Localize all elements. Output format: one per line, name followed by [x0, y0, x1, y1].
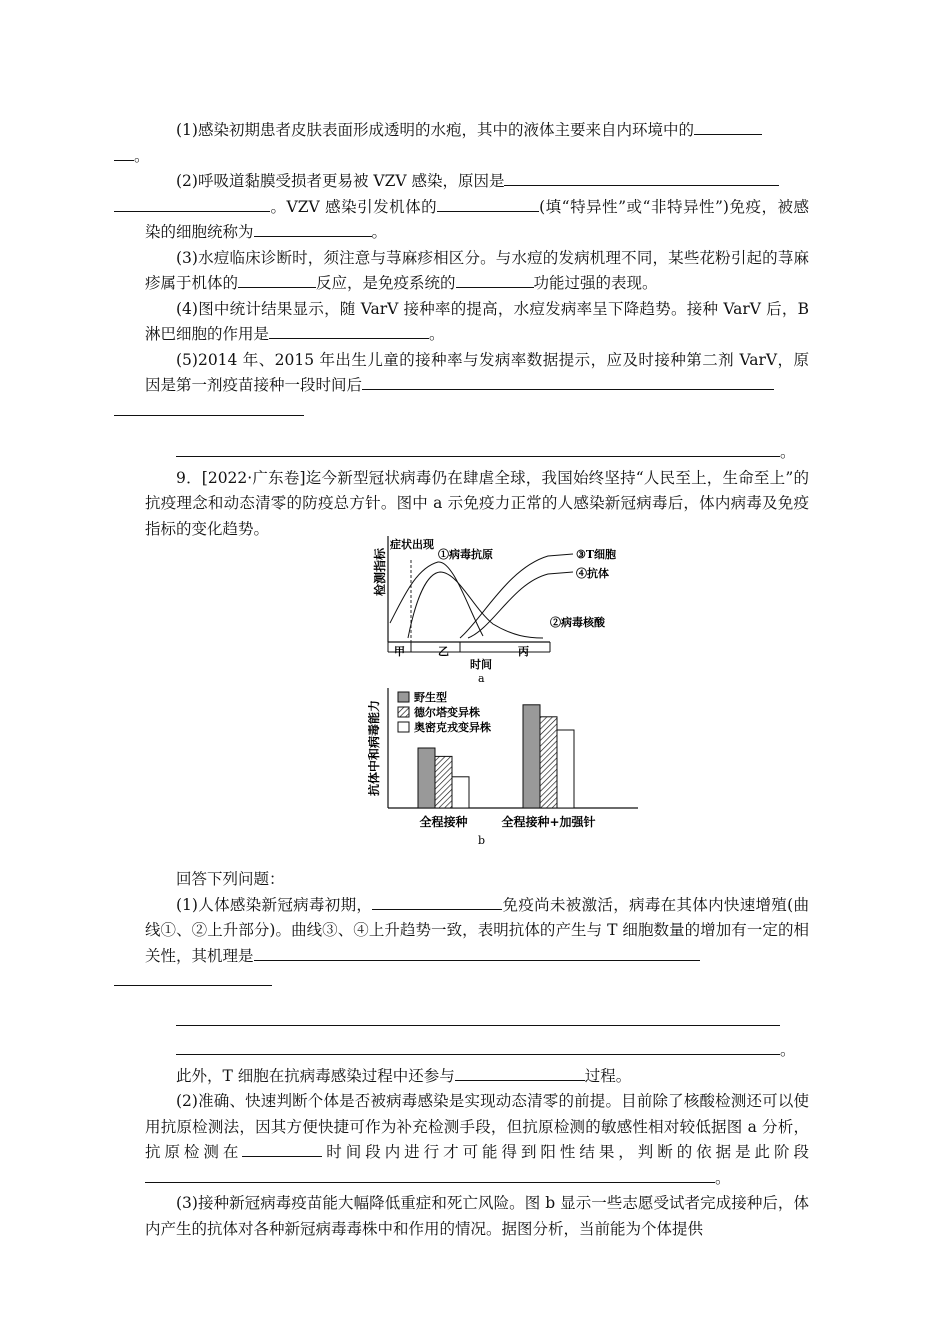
- figure-a-caption: a: [478, 672, 485, 685]
- bar-1-0: [523, 705, 540, 808]
- q8-part1: (1)感染初期患者皮肤表面形成透明的水疱，其中的液体主要来自内环境中的 。: [145, 118, 809, 169]
- answer-blank[interactable]: [176, 1034, 780, 1055]
- legend-swatch: [398, 692, 409, 702]
- curve1-label: ①病毒抗原: [438, 548, 493, 561]
- q9-answer-prompt: 回答下列问题：: [176, 870, 285, 888]
- answer-blank[interactable]: [254, 220, 372, 237]
- q9-part3: (3)接种新冠病毒疫苗能大幅降低重症和死亡风险。图 b 显示一些志愿受试者完成接种后，体内产生的抗体对各种新冠病毒毒株中和作用的情况。据图分析，当前能为个体提供: [145, 1194, 809, 1238]
- bar-1-2: [557, 730, 574, 808]
- answer-blank[interactable]: [362, 373, 774, 390]
- q9-part1-line: [145, 1005, 809, 1035]
- q9-intro: 9．[2022·广东卷]迄今新型冠状病毒仍在肆虐全球，我国始终坚持“人民至上，生命至上”的抗疫理念和动态清零的防疫总方针。图中 a 示免疫力正常的人感染新冠病毒后，体内病毒及免疫指标的变化趋势。: [145, 468, 809, 538]
- q9-part1: (1)人体感染新冠病毒初期， 免疫尚未被激活，病毒在其体内快速增殖(曲线①、②上升部分)。曲线③、④上升趋势一致，表明抗体的产生与 T 细胞数量的增加有一定的相关性，其机理是: [145, 893, 809, 995]
- legend-swatch: [398, 707, 409, 717]
- q8-part3: (3)水痘临床诊断时，须注意与荨麻疹相区分。与水痘的发病机理不同，某些花粉引起的荨麻疹属于机体的 反应，是免疫系统的 功能过强的表现。: [145, 248, 809, 292]
- legend-label: 德尔塔变异株: [414, 706, 480, 719]
- symptom-label: 症状出现: [390, 538, 434, 551]
- legend-swatch: [398, 722, 409, 732]
- answer-blank[interactable]: [269, 322, 429, 339]
- bar-0-0: [418, 748, 435, 808]
- answer-blank[interactable]: [145, 1166, 715, 1183]
- curve-viral-nucleic-acid: [408, 572, 543, 638]
- category-label: 全程接种+加强针: [501, 815, 596, 829]
- bar-0-1: [435, 756, 452, 808]
- figure-a: [368, 528, 628, 686]
- answer-blank[interactable]: [176, 1005, 780, 1026]
- period-jia: 甲: [394, 645, 405, 658]
- chart-caption: b: [478, 834, 486, 847]
- q9-part2: (2)准确、快速判断个体是否被病毒感染是实现动态清零的前提。目前除了核酸检测还可以使用抗原检测法，因其方便快捷可作为补充检测手段，但抗原检测的敏感性相对较低据图 a 分析，抗原检测在 时间段内进行才可能得到阳性结果，判断的依据是此阶段。: [145, 1092, 809, 1187]
- legend-label: 野生型: [414, 691, 447, 704]
- answer-blank[interactable]: [694, 118, 762, 135]
- q8-part4: (4)图中统计结果显示，随 VarV 接种率的提高，水痘发病率呈下降趋势。接种 VarV 后，B 淋巴细胞的作用是 。: [145, 299, 809, 343]
- answer-blank[interactable]: [176, 436, 780, 457]
- q8-part5-extra-line: 。: [145, 436, 809, 466]
- curve4-label: ④抗体: [576, 567, 609, 580]
- answer-blank[interactable]: [238, 271, 316, 288]
- chart-ylabel: 抗体中和病毒能力: [368, 699, 381, 797]
- category-label: 全程接种: [419, 815, 468, 829]
- answer-blank[interactable]: [455, 1064, 585, 1081]
- answer-blank[interactable]: [114, 969, 272, 986]
- answer-blank[interactable]: [114, 144, 134, 161]
- answer-blank[interactable]: [254, 944, 700, 961]
- answer-blank[interactable]: [437, 195, 539, 212]
- curve2-label: ②病毒核酸: [550, 616, 605, 629]
- answer-blank[interactable]: [372, 893, 502, 910]
- figure-a-ylabel: 检测指标: [373, 547, 387, 597]
- figure-b-chart: [368, 686, 648, 851]
- bar-1-1: [540, 717, 557, 808]
- answer-blank[interactable]: [456, 271, 534, 288]
- q8-part2: (2)呼吸道黏膜受损者更易被 VZV 感染，原因是 。VZV 感染引发机体的 (填“特异性”或“非特异性”)免疫，被感染的细胞统称为 。: [145, 169, 809, 246]
- answer-blank[interactable]: [114, 195, 270, 212]
- answer-blank[interactable]: [242, 1140, 322, 1157]
- answer-blank[interactable]: [504, 169, 779, 186]
- answer-blank[interactable]: [114, 399, 304, 416]
- figure-a-xlabel: 时间: [470, 658, 492, 671]
- q8-part5: (5)2014 年、2015 年出生儿童的接种率与发病率数据提示，应及时接种第二剂 VarV，原因是第一剂疫苗接种一段时间后: [145, 348, 809, 425]
- period-yi: 乙: [438, 645, 449, 658]
- curve3-label: ③T细胞: [576, 548, 617, 561]
- bar-0-2: [452, 777, 469, 808]
- period-bing: 丙: [518, 645, 529, 658]
- q9-part1-line2: 。: [145, 1034, 809, 1064]
- legend-label: 奥密克戎变异株: [414, 721, 491, 734]
- q9-part1-extra: 此外，T 细胞在抗病毒感染过程中还参与 过程。: [145, 1064, 809, 1090]
